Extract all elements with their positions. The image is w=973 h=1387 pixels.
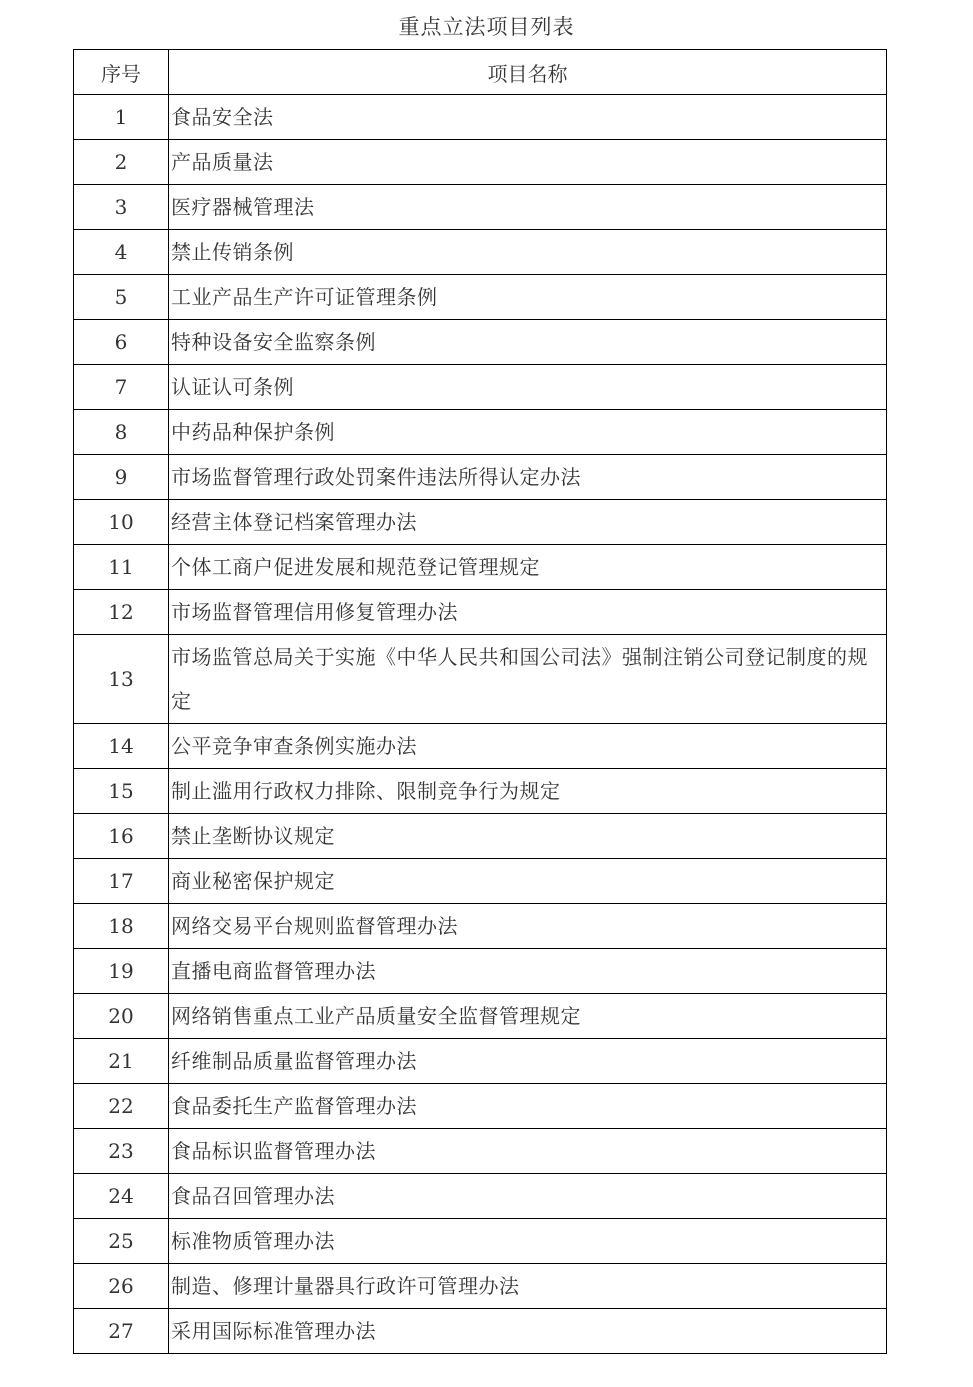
table-row bbox=[74, 769, 887, 814]
table-row bbox=[74, 949, 887, 994]
project-name: 禁止垄断协议规定 bbox=[169, 814, 887, 859]
row-number: 18 bbox=[74, 904, 169, 949]
row-number: 3 bbox=[74, 185, 169, 230]
table-row bbox=[74, 1039, 887, 1084]
row-number: 7 bbox=[74, 365, 169, 410]
project-name: 个体工商户促进发展和规范登记管理规定 bbox=[169, 545, 887, 590]
table-row bbox=[74, 1219, 887, 1264]
table-row bbox=[74, 185, 887, 230]
table-row bbox=[74, 724, 887, 769]
row-number: 13 bbox=[74, 635, 169, 724]
row-number: 23 bbox=[74, 1129, 169, 1174]
table-row bbox=[74, 590, 887, 635]
row-number: 5 bbox=[74, 275, 169, 320]
row-number: 22 bbox=[74, 1084, 169, 1129]
row-number: 27 bbox=[74, 1309, 169, 1354]
row-number: 1 bbox=[74, 95, 169, 140]
row-number: 15 bbox=[74, 769, 169, 814]
table-row bbox=[74, 95, 887, 140]
project-name: 特种设备安全监察条例 bbox=[169, 320, 887, 365]
project-name: 商业秘密保护规定 bbox=[169, 859, 887, 904]
table-row bbox=[74, 320, 887, 365]
legislation-table bbox=[73, 49, 887, 1354]
table-row bbox=[74, 1264, 887, 1309]
table-row bbox=[74, 635, 887, 724]
header-project-name: 项目名称 bbox=[169, 50, 887, 95]
project-name: 食品标识监督管理办法 bbox=[169, 1129, 887, 1174]
table-header-row bbox=[74, 50, 887, 95]
row-number: 20 bbox=[74, 994, 169, 1039]
row-number: 24 bbox=[74, 1174, 169, 1219]
project-name: 市场监督管理信用修复管理办法 bbox=[169, 590, 887, 635]
table-row bbox=[74, 410, 887, 455]
table-row bbox=[74, 994, 887, 1039]
project-name: 医疗器械管理法 bbox=[169, 185, 887, 230]
table-row bbox=[74, 500, 887, 545]
row-number: 6 bbox=[74, 320, 169, 365]
project-name: 中药品种保护条例 bbox=[169, 410, 887, 455]
row-number: 9 bbox=[74, 455, 169, 500]
project-name: 制造、修理计量器具行政许可管理办法 bbox=[169, 1264, 887, 1309]
row-number: 11 bbox=[74, 545, 169, 590]
table-row bbox=[74, 1174, 887, 1219]
table-row bbox=[74, 230, 887, 275]
table-row bbox=[74, 455, 887, 500]
table-row bbox=[74, 1129, 887, 1174]
project-name: 产品质量法 bbox=[169, 140, 887, 185]
project-name: 食品委托生产监督管理办法 bbox=[169, 1084, 887, 1129]
table-row bbox=[74, 859, 887, 904]
table-row bbox=[74, 814, 887, 859]
row-number: 8 bbox=[74, 410, 169, 455]
project-name: 认证认可条例 bbox=[169, 365, 887, 410]
project-name: 直播电商监督管理办法 bbox=[169, 949, 887, 994]
project-name: 禁止传销条例 bbox=[169, 230, 887, 275]
table-row bbox=[74, 140, 887, 185]
project-name: 市场监督管理行政处罚案件违法所得认定办法 bbox=[169, 455, 887, 500]
row-number: 21 bbox=[74, 1039, 169, 1084]
row-number: 16 bbox=[74, 814, 169, 859]
project-name: 工业产品生产许可证管理条例 bbox=[169, 275, 887, 320]
project-name: 食品安全法 bbox=[169, 95, 887, 140]
project-name: 制止滥用行政权力排除、限制竞争行为规定 bbox=[169, 769, 887, 814]
page-title: 重点立法项目列表 bbox=[398, 15, 575, 39]
project-name: 网络交易平台规则监督管理办法 bbox=[169, 904, 887, 949]
row-number: 4 bbox=[74, 230, 169, 275]
row-number: 2 bbox=[74, 140, 169, 185]
row-number: 26 bbox=[74, 1264, 169, 1309]
table-row bbox=[74, 1084, 887, 1129]
header-serial-number: 序号 bbox=[74, 50, 169, 95]
row-number: 10 bbox=[74, 500, 169, 545]
table-row bbox=[74, 904, 887, 949]
project-name: 标准物质管理办法 bbox=[169, 1219, 887, 1264]
project-name: 公平竞争审查条例实施办法 bbox=[169, 724, 887, 769]
row-number: 19 bbox=[74, 949, 169, 994]
project-name: 市场监管总局关于实施《中华人民共和国公司法》强制注销公司登记制度的规定 bbox=[169, 635, 887, 724]
project-name: 经营主体登记档案管理办法 bbox=[169, 500, 887, 545]
row-number: 14 bbox=[74, 724, 169, 769]
row-number: 25 bbox=[74, 1219, 169, 1264]
project-name: 网络销售重点工业产品质量安全监督管理规定 bbox=[169, 994, 887, 1039]
project-name: 食品召回管理办法 bbox=[169, 1174, 887, 1219]
table-row bbox=[74, 1309, 887, 1354]
project-name: 纤维制品质量监督管理办法 bbox=[169, 1039, 887, 1084]
row-number: 12 bbox=[74, 590, 169, 635]
row-number: 17 bbox=[74, 859, 169, 904]
table-row bbox=[74, 365, 887, 410]
table-row bbox=[74, 275, 887, 320]
project-name: 采用国际标准管理办法 bbox=[169, 1309, 887, 1354]
table-row bbox=[74, 545, 887, 590]
